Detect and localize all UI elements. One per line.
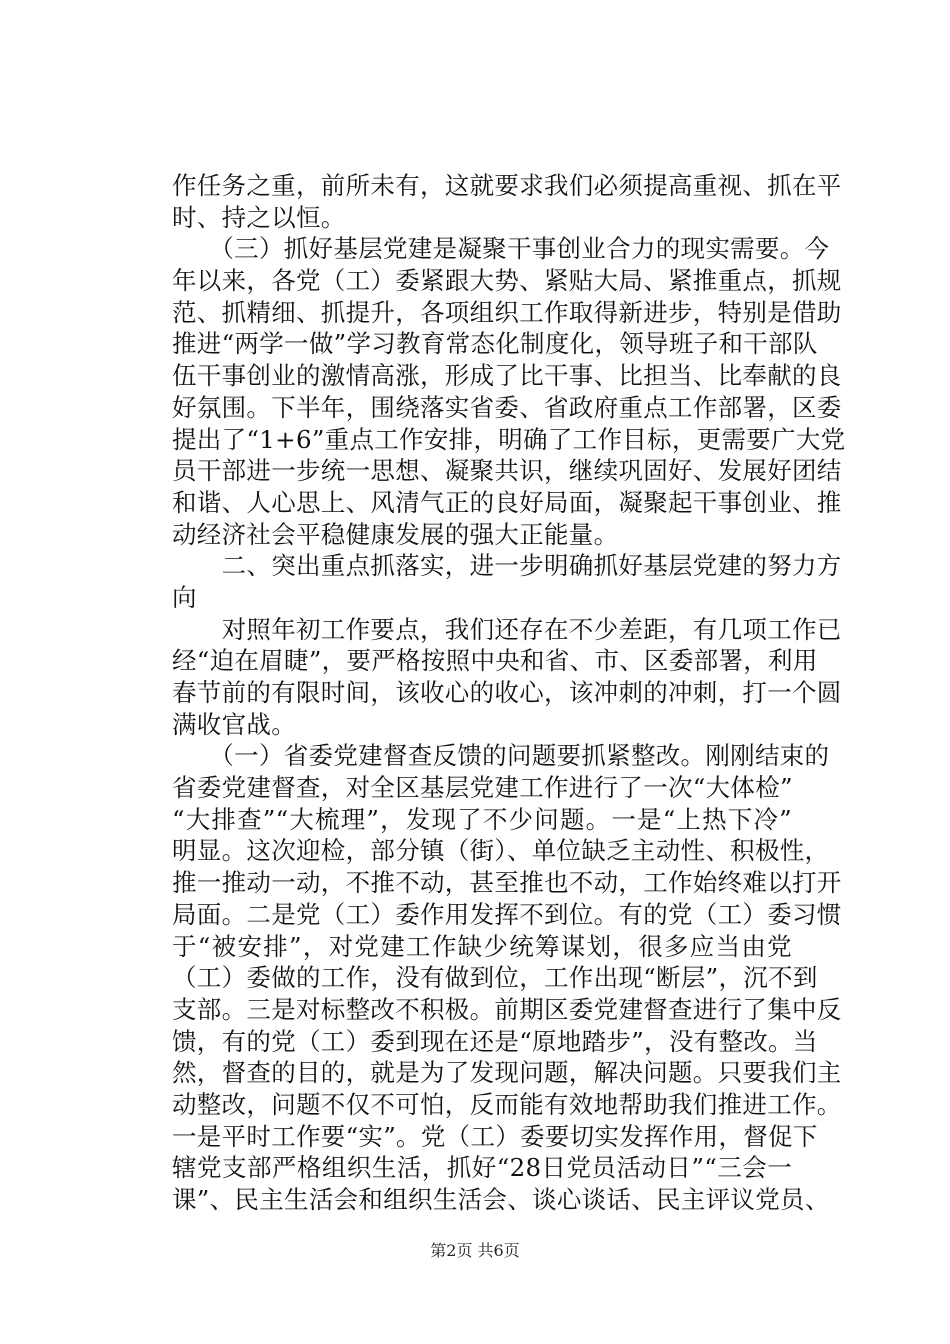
- text-line: 然，督查的目的，就是为了发现问题，解决问题。只要我们主: [172, 1058, 842, 1088]
- text-line: 年以来，各党（工）委紧跟大势、紧贴大局、紧推重点，抓规: [172, 266, 842, 296]
- text-line: 明显。这次迎检，部分镇（街）、单位缺乏主动性、积极性，: [172, 836, 830, 866]
- text-line: 伍干事创业的激情高涨，形成了比干事、比担当、比奉献的良: [172, 361, 842, 391]
- text-line: 一是平时工作要“实”。党（工）委要切实发挥作用，督促下: [172, 1121, 818, 1151]
- text-line: （工）委做的工作，没有做到位，工作出现“断层”，沉不到: [172, 963, 818, 993]
- text-line: 支部。三是对标整改不积极。前期区委党建督查进行了集中反: [172, 994, 842, 1024]
- text-line: 春节前的有限时间，该收心的收心，该冲刺的冲刺，打一个圆: [172, 678, 842, 707]
- text-line: 好氛围。下半年，围绕落实省委、省政府重点工作部署，区委: [172, 392, 842, 422]
- text-line: 向: [172, 582, 197, 612]
- text-line: 时、持之以恒。: [172, 202, 346, 232]
- text-line: 员干部进一步统一思想、凝聚共识，继续巩固好、发展好团结: [172, 456, 842, 486]
- text-line: 对照年初工作要点，我们还存在不少差距，有几项工作已: [172, 614, 842, 644]
- page-footer: 第2页 共6页: [430, 1241, 520, 1260]
- text-line: 提出了“1+6”重点工作安排，明确了工作目标，更需要广大党: [172, 424, 846, 454]
- text-line: 课”、民主生活会和组织生活会、谈心谈话、民主评议党员、: [172, 1185, 830, 1214]
- text-line: （三）抓好基层党建是凝聚干事创业合力的现实需要。今: [172, 234, 830, 264]
- text-line: 动整改，问题不仅不可怕，反而能有效地帮助我们推进工作。: [172, 1089, 842, 1119]
- document-body: [172, 170, 846, 1216]
- text-line: “大排查”“大梳理”，发现了不少问题。一是“上热下冷”: [172, 804, 792, 834]
- text-line: 和谐、人心思上、风清气正的良好局面，凝聚起干事创业、推: [172, 487, 842, 517]
- text-line: 辖党支部严格组织生活，抓好“28日党员活动日”“三会一: [172, 1153, 792, 1183]
- text-line: 省委党建督查，对全区基层党建工作进行了一次“大体检”: [172, 773, 793, 803]
- text-line: 范、抓精细、抓提升，各项组织工作取得新进步，特别是借助: [172, 297, 842, 327]
- text-line: （一）省委党建督查反馈的问题要抓紧整改。刚刚结束的: [172, 741, 830, 771]
- text-line: 满收官战。: [172, 709, 296, 739]
- text-line: 局面。二是党（工）委作用发挥不到位。有的党（工）委习惯: [172, 899, 842, 929]
- text-line: 推一推动一动，不推不动，甚至推也不动，工作始终难以打开: [172, 868, 842, 898]
- text-line: 于“被安排”，对党建工作缺少统筹谋划，很多应当由党: [172, 931, 792, 961]
- text-line: 馈，有的党（工）委到现在还是“原地踏步”，没有整改。当: [172, 1026, 818, 1056]
- text-line: 二、突出重点抓落实，进一步明确抓好基层党建的努力方: [172, 551, 842, 581]
- text-line: 经“迫在眉睫”，要严格按照中央和省、市、区委部署，利用: [172, 646, 818, 676]
- text-line: 动经济社会平稳健康发展的强大正能量。: [172, 519, 619, 549]
- text-line: 推进“两学一做”学习教育常态化制度化，领导班子和干部队: [172, 329, 818, 359]
- text-line: 作任务之重，前所未有，这就要求我们必须提高重视、抓在平: [172, 171, 842, 200]
